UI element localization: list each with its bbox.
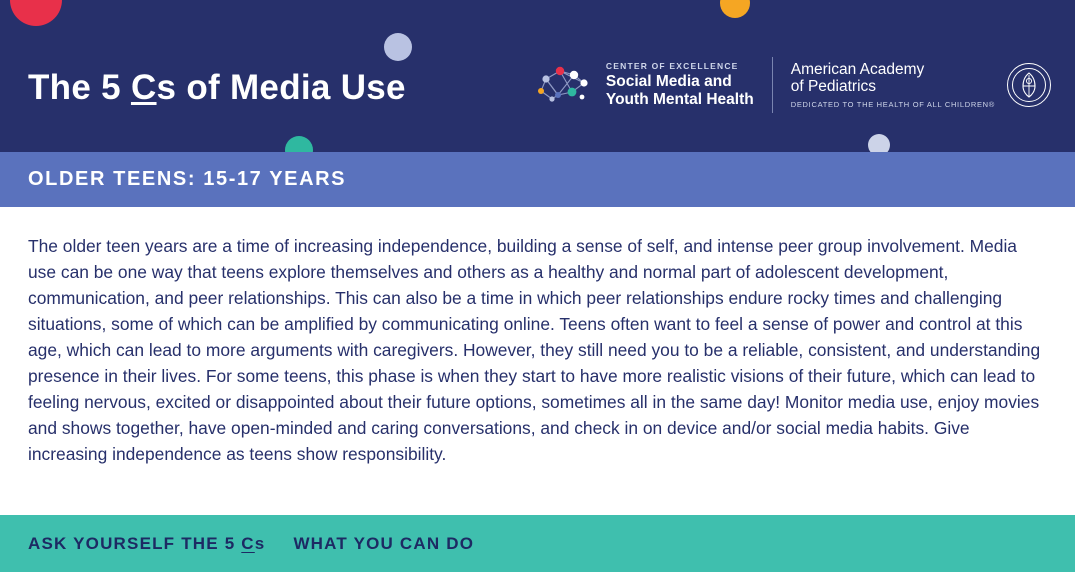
coe-name-line1: Social Media and xyxy=(605,73,732,91)
column-header-what-you-can-do: WHAT YOU CAN DO xyxy=(293,533,475,553)
white-circle-icon xyxy=(868,134,890,152)
column-header-underlined-c: C xyxy=(241,533,255,553)
center-of-excellence-logo xyxy=(534,59,754,111)
aap-name-line1: American Academy xyxy=(790,60,925,78)
page-title-post: s of Media Use xyxy=(156,68,406,107)
column-headers-band xyxy=(0,515,1075,572)
intro-paragraph: The older teen years are a time of increasing independence, building a sense of self, and intense peer group involvement. Media use can be one way that teens explore themselves and others as a healthy and normal part of adolescent development, communication, and peer relationships. This can also be a time in which peer relationships endure rocky times and challenging situations, some of which can be amplified by communicating online. Teens often want to feel a sense of power and control at this age, which can lead to more arguments with caregivers. However, they still need you to be a reliable, consistent, and understanding presence in their lives. For some teens, this phase is when they start to have more realistic visions of their future, which can lead to feeling nervous, excited or disappointed about their future options, sometimes all in the same day! Monitor media use, enjoy movies and shows together, have open-minded and caring conversations, and check in on device and/or social media habits. Give increasing independence as teens show responsibility. xyxy=(28,236,1041,464)
aap-tagline: DEDICATED TO THE HEALTH OF ALL CHILDREN® xyxy=(790,100,995,110)
american-academy-of-pediatrics-logo xyxy=(791,61,1051,110)
aap-name-line2: of Pediatrics xyxy=(790,78,877,95)
red-circle-icon xyxy=(10,0,62,26)
page-title-pre: The 5 xyxy=(28,68,131,107)
age-group-band xyxy=(0,152,1075,207)
page-title-underlined-c: C xyxy=(130,68,157,107)
yellow-circle-icon xyxy=(720,0,750,18)
column-header-ask-yourself xyxy=(0,534,265,554)
center-of-excellence-text xyxy=(606,62,754,108)
coe-kicker: CENTER OF EXCELLENCE xyxy=(605,60,739,71)
lavender-circle-icon xyxy=(384,33,412,61)
column-header-ask-pre: ASK YOURSELF THE 5 xyxy=(28,533,242,553)
molecule-network-icon xyxy=(534,59,596,111)
logo-block xyxy=(534,54,1051,116)
age-group-label: OLDER TEENS: 15-17 YEARS xyxy=(28,168,347,190)
page-title xyxy=(28,68,406,108)
aap-seal-icon xyxy=(1007,63,1051,107)
column-header-ask-post: s xyxy=(254,533,266,553)
teal-circle-icon xyxy=(285,136,313,152)
coe-name-line2: Youth Mental Health xyxy=(605,90,754,108)
page-header xyxy=(0,0,1075,152)
aap-text xyxy=(791,61,995,110)
logo-divider xyxy=(772,57,773,113)
